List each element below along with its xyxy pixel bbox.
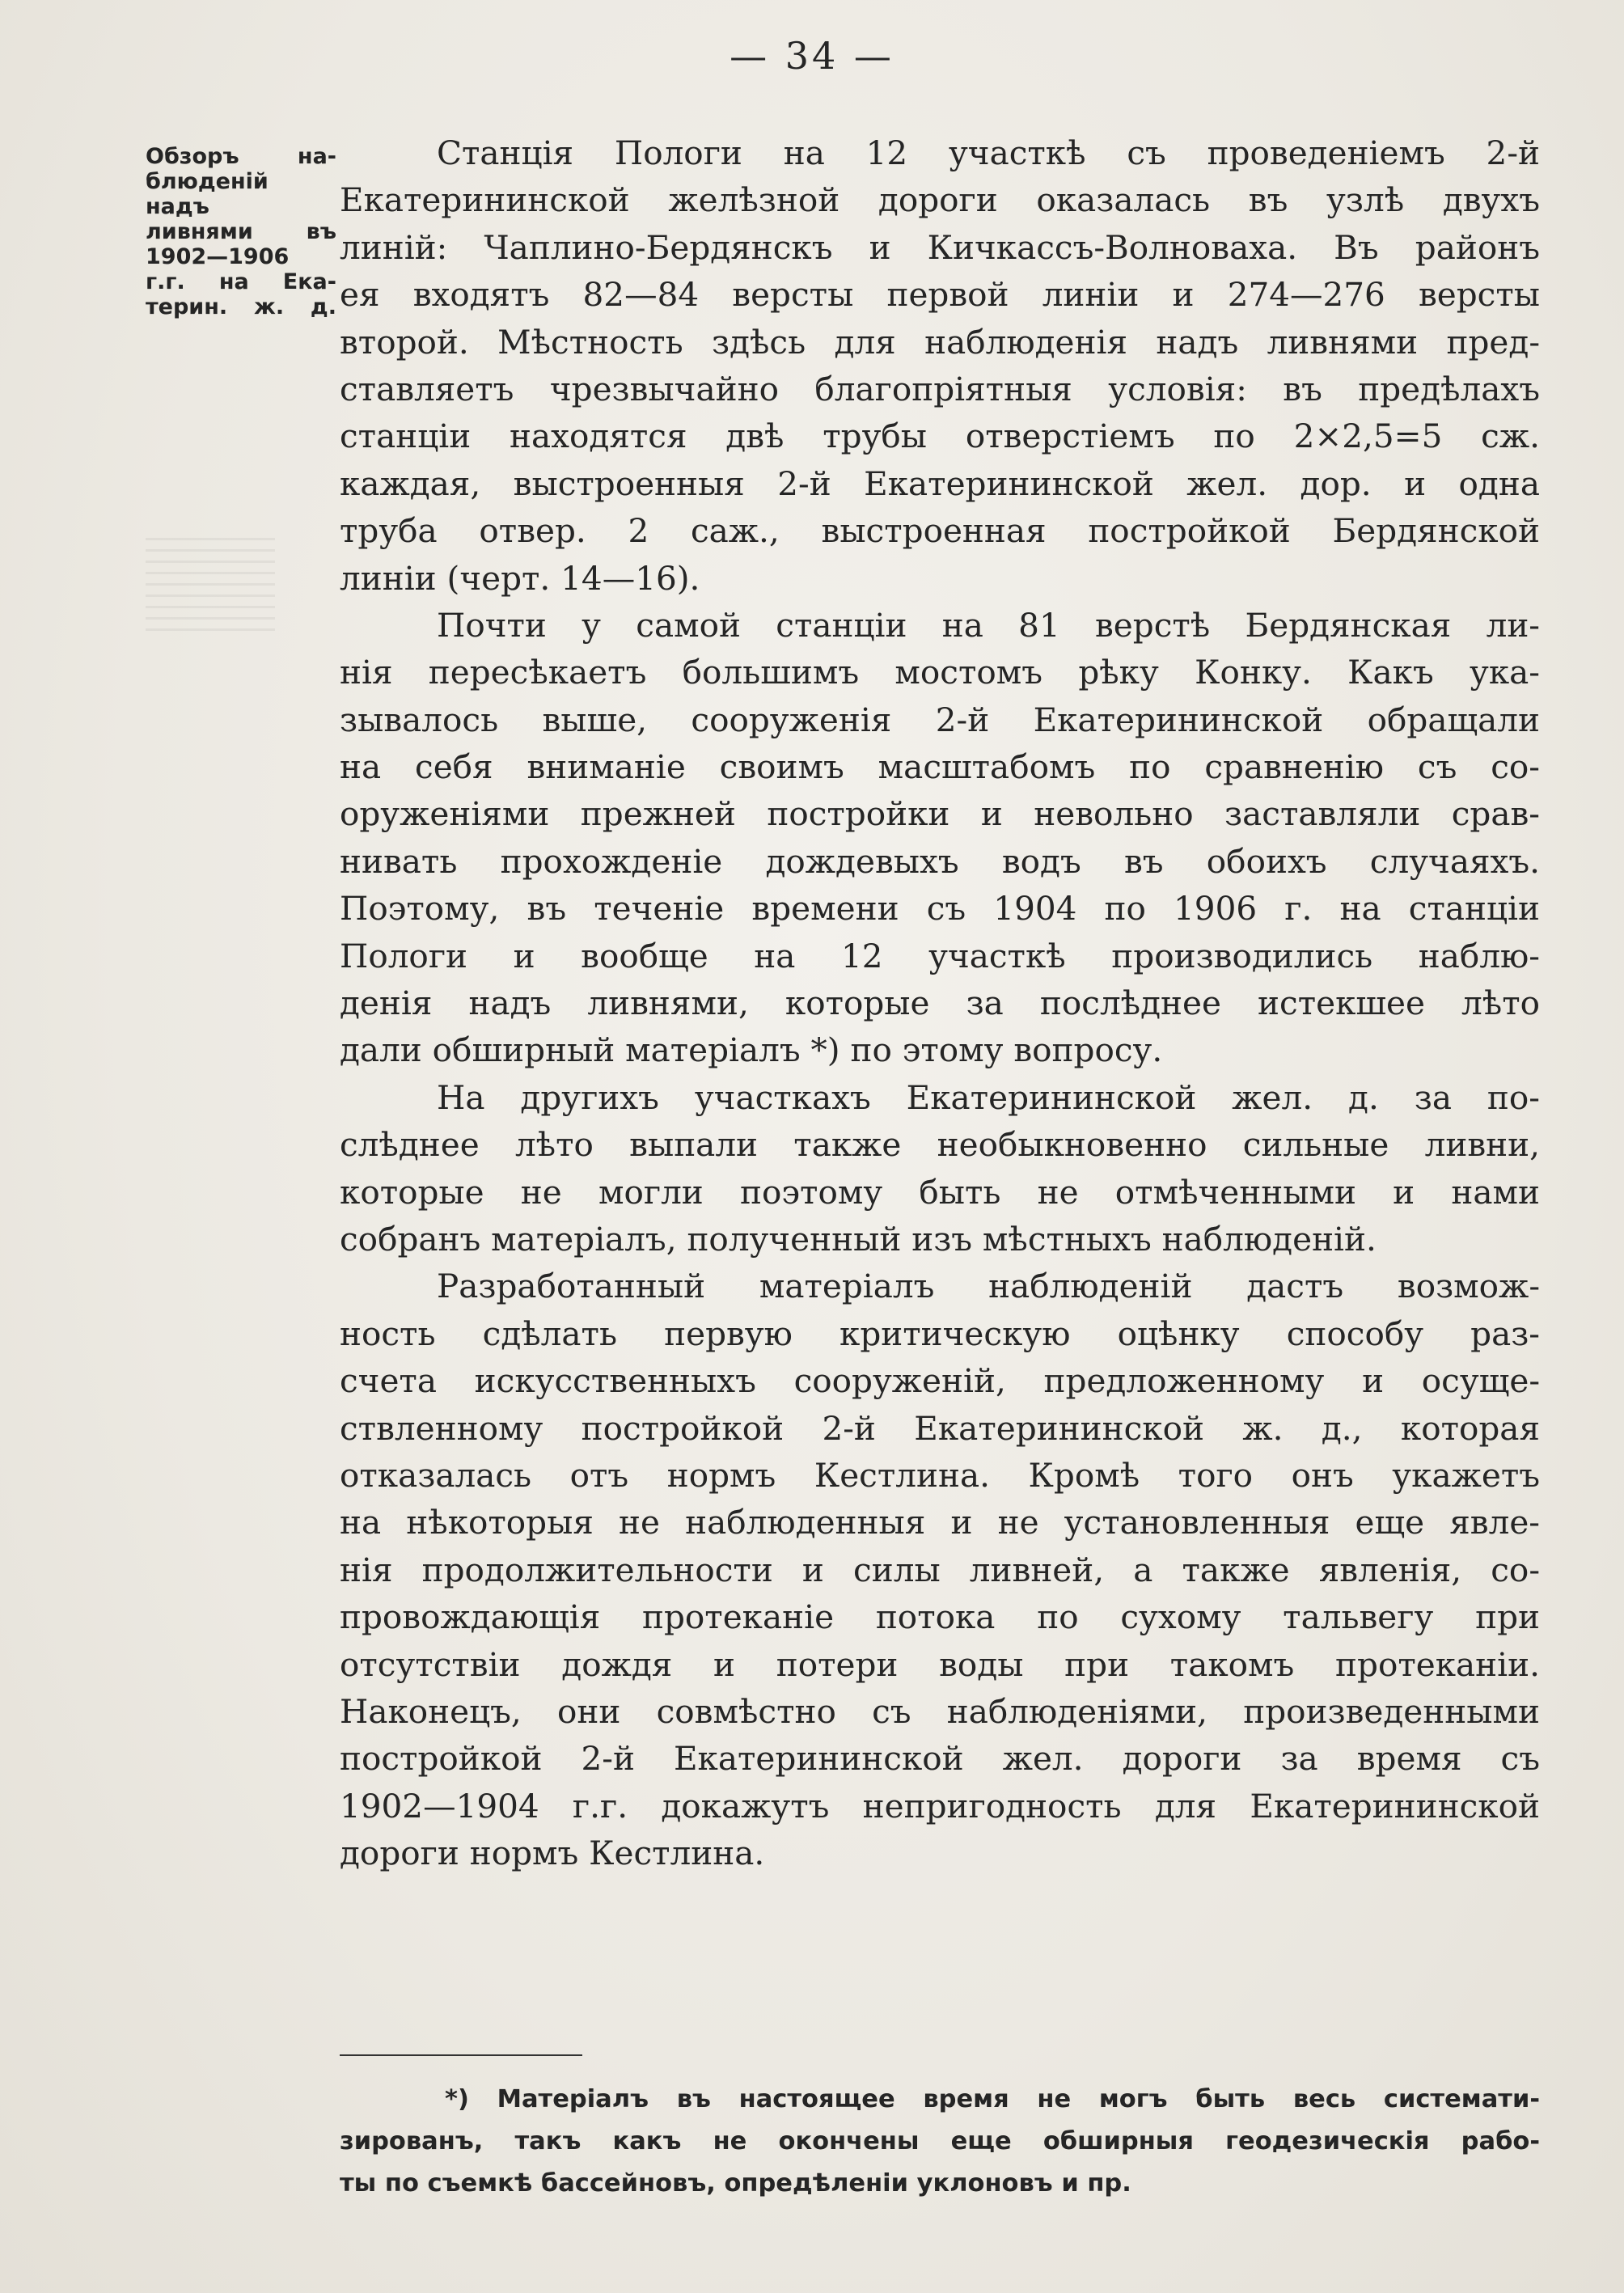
margin-note-line: 1902—1906 bbox=[146, 244, 290, 269]
text-line: отсутствіи дождя и потери воды при такомъ протеканіи. bbox=[340, 1644, 1540, 1684]
text-line: Разработанный матеріалъ наблюденій дастъ возмож- bbox=[437, 1267, 1540, 1306]
margin-note-line: терин. ж. д. bbox=[146, 294, 336, 319]
margin-note bbox=[146, 144, 336, 319]
text-line: на себя вниманіе своимъ масштабомъ по сравненію съ со- bbox=[340, 747, 1540, 787]
text-line: дали обширный матеріалъ *) по этому вопросу. bbox=[340, 1030, 1163, 1070]
text-line: Наконецъ, они совмѣстно съ наблюденіями, произведенными bbox=[340, 1691, 1540, 1731]
margin-note-line: блюденій надъ bbox=[146, 169, 269, 219]
text-line: нія пересѣкаетъ большимъ мостомъ рѣку Конку. Какъ ука- bbox=[340, 653, 1540, 692]
footnote-line: зированъ, такъ какъ не окончены еще обширныя геодезическія рабо- bbox=[340, 2127, 1540, 2156]
margin-note-line: Обзоръ на- bbox=[146, 144, 336, 169]
text-line: ность сдѣлать первую критическую оцѣнку способу раз- bbox=[340, 1314, 1540, 1353]
text-line: ставляетъ чрезвычайно благопріятныя условія: въ предѣлахъ bbox=[340, 369, 1540, 408]
text-line: на нѣкоторыя не наблюденныя и не установленныя еще явле- bbox=[340, 1503, 1540, 1542]
text-line: отказалась отъ нормъ Кестлина. Кромѣ того онъ укажетъ bbox=[340, 1455, 1540, 1495]
text-line: станціи находятся двѣ трубы отверстіемъ по 2×2,5=5 сж. bbox=[340, 417, 1540, 456]
text-line: ствленному постройкой 2-й Екатерининской ж. д., которая bbox=[340, 1408, 1540, 1448]
text-line: труба отвер. 2 саж., выстроенная постройкой Бердянской bbox=[340, 511, 1540, 551]
text-line: постройкой 2-й Екатерининской жел. дороги за время съ bbox=[340, 1739, 1540, 1779]
bleed-through-mark bbox=[146, 534, 275, 631]
text-line: каждая, выстроенныя 2-й Екатерининской жел. дор. и одна bbox=[340, 463, 1540, 503]
margin-note-line: г.г. на Ека- bbox=[146, 269, 336, 294]
text-line: зывалось выше, сооруженія 2-й Екатерининской обращали bbox=[340, 700, 1540, 739]
text-line: оруженіями прежней постройки и невольно заставляли срав- bbox=[340, 794, 1540, 834]
text-line: ея входятъ 82—84 версты первой линіи и 274—276 версты bbox=[340, 275, 1540, 315]
text-line: Поэтому, въ теченіе времени съ 1904 по 1906 г. на станціи bbox=[340, 889, 1540, 929]
text-line: слѣднее лѣто выпали также необыкновенно сильные ливни, bbox=[340, 1125, 1540, 1165]
page-number: — 34 — bbox=[730, 34, 894, 78]
main-text bbox=[340, 129, 1540, 1876]
text-line: 1902—1904 г.г. докажутъ непригодность для Екатерининской bbox=[340, 1786, 1540, 1826]
text-line: нія продолжительности и силы ливней, а также явленія, со- bbox=[340, 1550, 1540, 1589]
footnote-line: ты по съемкѣ бассейновъ, опредѣленіи уклоновъ и пр. bbox=[340, 2169, 1131, 2198]
text-line: линіи (черт. 14—16). bbox=[340, 558, 700, 598]
text-line: Почти у самой станціи на 81 верстѣ Бердянская ли- bbox=[437, 605, 1540, 645]
text-line: второй. Мѣстность здѣсь для наблюденія надъ ливнями пред- bbox=[340, 322, 1540, 362]
paragraph-1 bbox=[340, 129, 1540, 602]
paragraph-4 bbox=[340, 1263, 1540, 1876]
text-line: нивать прохожденіе дождевыхъ водъ въ обоихъ случаяхъ. bbox=[340, 841, 1540, 881]
text-line: Станція Пологи на 12 участкѣ съ проведеніемъ 2-й bbox=[437, 133, 1540, 172]
text-line: дороги нормъ Кестлина. bbox=[340, 1834, 765, 1873]
paragraph-3 bbox=[340, 1074, 1540, 1263]
text-line: которые не могли поэтому быть не отмѣченными и нами bbox=[340, 1172, 1540, 1212]
text-line: денія надъ ливнями, которые за послѣднее истекшее лѣто bbox=[340, 984, 1540, 1023]
text-line: линій: Чаплино-Бердянскъ и Кичкассъ-Волноваха. Въ районъ bbox=[340, 227, 1540, 267]
footnote-separator bbox=[340, 2054, 582, 2056]
margin-note-line: ливнями въ bbox=[146, 219, 336, 244]
text-line: На другихъ участкахъ Екатерининской жел. д. за по- bbox=[437, 1077, 1540, 1117]
paragraph-2 bbox=[340, 602, 1540, 1074]
text-line: провождающія протеканіе потока по сухому тальвегу при bbox=[340, 1597, 1540, 1637]
text-line: счета искусственныхъ сооруженій, предложенному и осуще- bbox=[340, 1361, 1540, 1401]
text-line: Екатерининской желѣзной дороги оказалась въ узлѣ двухъ bbox=[340, 180, 1540, 220]
footnote bbox=[340, 2079, 1540, 2205]
footnote-line: *) Матеріалъ въ настоящее время не могъ быть весь системати- bbox=[445, 2085, 1540, 2113]
text-line: собранъ матеріалъ, полученный изъ мѣстныхъ наблюденій. bbox=[340, 1219, 1377, 1259]
text-line: Пологи и вообще на 12 участкѣ производились наблю- bbox=[340, 936, 1540, 975]
